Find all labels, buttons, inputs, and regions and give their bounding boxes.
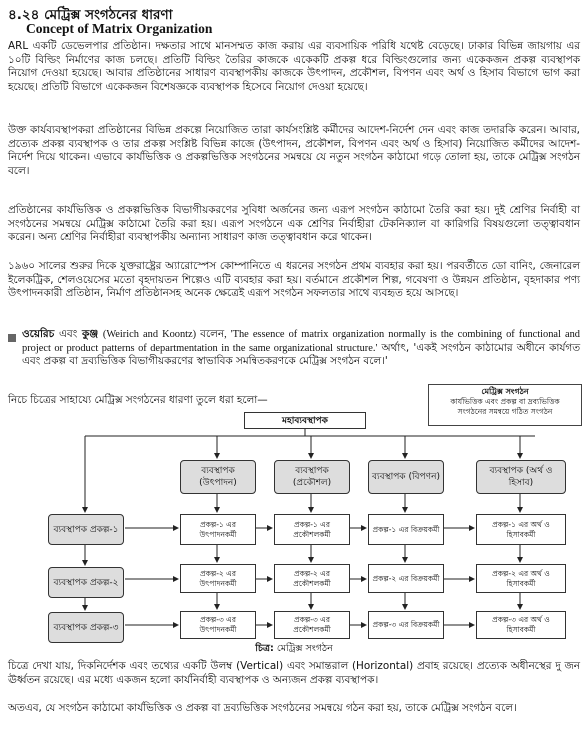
- cell-p2-marketing: প্রকল্প-২ এর বিক্রয়কর্মী: [368, 564, 444, 593]
- cell-p1-engineering: প্রকল্প-১ এর প্রকৌশলকর্মী: [274, 514, 350, 545]
- paragraph-4: ১৯৬০ সালের শুরুর দিকে যুক্তরাষ্ট্রের অ্যারোস্পেস কোম্পানিতে এ ধরনের সংগঠন প্রথম ব্যবহার করা হয়। পরবর্তীতে ডো বানিং, জেনারেল ইলেকট্রিক, শেলওয়েসের মতো বৃহদায়তন শিল্পেও এটি ব্যবহার করা হয়। বর্তমানে প্রকৌশল শিল্প, গবেষণা ও উন্নয়ন প্রতিষ্ঠান, বৃহদাকার পণ্য উৎপাদনকারী প্রতিষ্ঠান, নির্মাণ প্রতিষ্ঠানসহ অনেক ক্ষেত্রেই এরূপ সংগঠন সফলতার সাথে ব্যবহৃত হয়ে আসছে।: [8, 260, 580, 300]
- functional-manager-production: ব্যবস্থাপক (উৎপাদন): [180, 460, 256, 494]
- project-manager-2: ব্যবস্থাপক প্রকল্প-২: [48, 567, 124, 598]
- sidebox-title: মেট্রিক্স সংগঠন: [481, 387, 529, 396]
- cell-p3-finance: প্রকল্প-৩ এর অর্থ ও হিসাবকর্মী: [476, 611, 566, 639]
- cell-p3-production: প্রকল্প-৩ এর উৎপাদনকর্মী: [180, 611, 256, 639]
- author-name-2: কুঞ্জ: [81, 328, 99, 340]
- paragraph-1: ARL একটি ডেভেলপার প্রতিষ্ঠান। দক্ষতার সাথে মানসম্মত কাজ করায় এর ব্যবসায়িক পরিধি যথেষ্ট বেড়েছে। ঢাকার বিভিন্ন জায়গায় এর ১০টি বিল্ডিং নির্মাণের কাজ চলছে। প্রতিটি বিল্ডিং তৈরির কাজকে একেকটি প্রকল্প ধরে বিল্ডিংগুলোর জন্য একেকজন প্রকল্প ব্যবস্থাপক নিয়োগ দেওয়া হয়েছে। আবার প্রতিষ্ঠানের সাধারণ ব্যবস্থাপকীয় কাজকে উৎপাদন, প্রকৌশল, বিপণন এবং অর্থ ও হিসাব বিভাগে ভাগ করা হয়েছে। প্রতিটি বিভাগে একেকজন বিশেষজ্ঞকে ব্যবস্থাপক হিসেবে নিয়োগ দেওয়া হয়েছে।: [8, 40, 580, 93]
- diagram-intro: নিচে চিত্রের সাহায্যে মেট্রিক্স সংগঠনের ধারণা তুলে ধরা হলো—: [8, 394, 268, 406]
- functional-manager-finance: ব্যবস্থাপক (অর্থ ও হিসাব): [476, 460, 566, 494]
- cell-p3-marketing: প্রকল্প-৩ এর বিক্রয়কর্মী: [368, 611, 444, 639]
- cell-p2-engineering: প্রকল্প-২ এর প্রকৌশলকর্মী: [274, 564, 350, 593]
- cell-p2-finance: প্রকল্প-২ এর অর্থ ও হিসাবকর্মী: [476, 564, 566, 593]
- cell-p1-marketing: প্রকল্প-১ এর বিক্রয়কর্মী: [368, 514, 444, 545]
- cell-p3-engineering: প্রকল্প-৩ এর প্রকৌশলকর্মী: [274, 611, 350, 639]
- project-manager-3: ব্যবস্থাপক প্রকল্প-৩: [48, 612, 124, 643]
- figure-caption-text: মেট্রিক্স সংগঠন: [276, 643, 333, 654]
- quote-bangla: অর্থাৎ, 'একই সংগঠন কাঠামোর অধীনে কার্যগত এবং প্রকল্প বা দ্রব্যভিত্তিক বিভাগীয়করণের স্বাভাবিক সমন্বিতকরণকে মেট্রিক্স সংগঠন বলে।': [22, 341, 580, 368]
- figure-caption: [0, 642, 588, 657]
- general-manager-box: মহাব্যবস্থাপক: [244, 412, 366, 429]
- cell-p1-production: প্রকল্প-১ এর উৎপাদনকর্মী: [180, 514, 256, 545]
- section-heading-english: Concept of Matrix Organization: [26, 21, 213, 36]
- conjunction: এবং: [59, 328, 78, 340]
- project-manager-1: ব্যবস্থাপক প্রকল্প-১: [48, 514, 124, 545]
- section-heading-bangla: ৪.২৪ মেট্রিক্স সংগঠনের ধারণা: [8, 7, 173, 23]
- cell-p2-production: প্রকল্প-২ এর উৎপাদনকর্মী: [180, 564, 256, 593]
- paragraph-3: প্রতিষ্ঠানের কার্যভিত্তিক ও প্রকল্পভিত্তিক বিভাগীয়করণের সুবিধা অর্জনের জন্য এরূপ সংগঠন কাঠামো তৈরি করা হয়। দুই শ্রেণির নির্বাহী বা সংগঠনের সমন্বয়ে মেট্রিক্স কাঠামো তৈরি করা হয়। এরূপ সংগঠনে এক শ্রেণির নির্বাহীরা টেকনিক্যাল বা কারিগরি বিষয়গুলো তত্ত্বাবধান করেন। অন্য শ্রেণির নির্বাহীরা ব্যবস্থাপকীয় অন্যান্য সাধারণ কাজ তত্ত্বাবধান করে থাকেন।: [8, 204, 580, 244]
- closing-paragraph-2: অতএব, যে সংগঠন কাঠামো কার্যভিত্তিক ও প্রকল্প বা দ্রব্যভিত্তিক সংগঠনের সমন্বয়ে গঠন করা হয়, তাকে মেট্রিক্স সংগঠন বলে।: [8, 702, 517, 714]
- author-name-1: ওয়েরিচ: [22, 328, 55, 340]
- sidebox-line-2: সংগঠনের সমন্বয়ে গঠিত সংগঠন: [457, 407, 553, 416]
- closing-paragraph-1: চিত্রে দেখা যায়, দিকনির্দেশক এবং তথ্যের একটি উলম্ব (Vertical) এবং সমান্তরাল (Horizontal) প্রবাহ রয়েছে। প্রত্যেক অধীনস্থের দু জন ঊর্ধ্বতন রয়েছে। এর মধ্যে একজন হলো কার্যনির্বাহী ব্যবস্থাপক ও অন্যজন প্রকল্প ব্যবস্থাপক।: [8, 660, 580, 686]
- functional-manager-marketing: ব্যবস্থাপক (বিপণন): [368, 460, 444, 494]
- paragraph-2: উক্ত কার্যব্যবস্থাপকরা প্রতিষ্ঠানের বিভিন্ন প্রকল্পে নিয়োজিত তারা কার্যসংশ্লিষ্ট কর্মীদের আদেশ-নির্দেশ দেন এবং কাজ তদারকি করেন। আবার, প্রত্যেক প্রকল্প ব্যবস্থাপক ও তার প্রকল্প সংশ্লিষ্ট বিভিন্ন কাজে (উৎপাদন, প্রকৌশল, বিপণন এবং অর্থ ও হিসাব) নিয়োজিত কর্মীদের আদেশ-নির্দেশ দিয়ে থাকেন। এভাবে কার্যভিত্তিক ও প্রকল্পভিত্তিক সংগঠনের সমন্বয়ে যে নতুন সংগঠন কাঠামো গড়ে তোলা হয়, তাকে মেট্রিক্স সংগঠন বলে।: [8, 124, 580, 177]
- cell-p1-finance: প্রকল্প-১ এর অর্থ ও হিসাবকর্মী: [476, 514, 566, 545]
- functional-manager-engineering: ব্যবস্থাপক (প্রকৌশল): [274, 460, 350, 494]
- figure-caption-label: চিত্র:: [255, 643, 274, 654]
- quote-english: (Weirich and Koontz) বলেন, 'The essence of matrix organization normally is the combining of functional and project or product patterns of departmentation in the same organizational structure.': [22, 329, 580, 354]
- sidebox-line-1: কার্যভিত্তিক এবং প্রকল্প বা দ্রব্যভিত্তিক: [450, 397, 560, 406]
